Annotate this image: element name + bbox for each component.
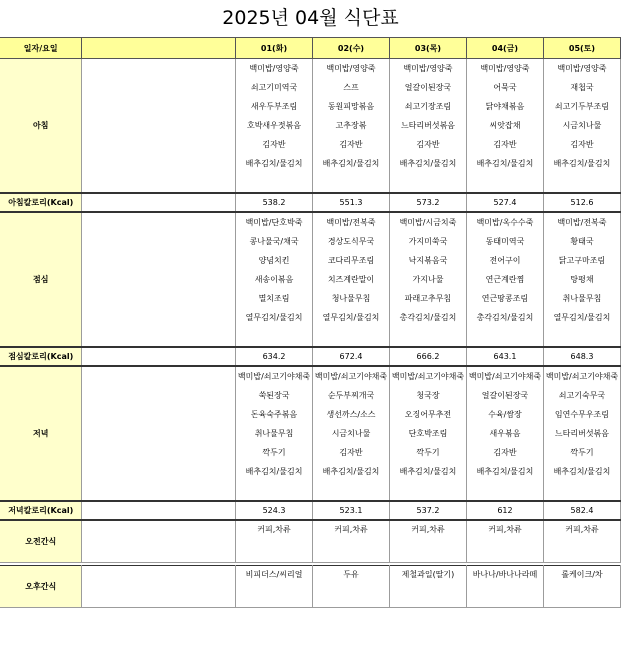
menu-item: 열무김치/물김치: [236, 308, 313, 327]
calorie-value: 666.2: [390, 347, 467, 366]
menu-item: 느타리버섯볶음: [390, 116, 467, 135]
meal-plan-table: [0, 37, 621, 608]
snack-cell: 커피,차류: [313, 520, 390, 563]
menu-item: 임연수무우조림: [543, 405, 620, 424]
menu-item: 양념치킨: [236, 251, 313, 270]
menu-item: 김자반: [390, 135, 467, 154]
menu-item: 씨앗잡채: [466, 116, 543, 135]
menu-item: [390, 481, 467, 501]
menu-item: 총각김치/물김치: [466, 308, 543, 327]
menu-item: 낙지볶음국: [390, 251, 467, 270]
menu-item: 황태국: [543, 232, 620, 251]
menu-item: 김자반: [466, 135, 543, 154]
menu-item: 청국장: [390, 386, 467, 405]
menu-item: 취나물무침: [543, 289, 620, 308]
row-blank: [82, 366, 236, 501]
menu-item: 돈육숙주볶음: [236, 405, 313, 424]
menu-item: [390, 173, 467, 193]
menu-item: 전어구이: [466, 251, 543, 270]
row-blank: [82, 212, 236, 347]
lunch-label: 점심: [0, 212, 82, 347]
menu-item: 김자반: [466, 443, 543, 462]
menu-item: 백미밥/쇠고기야채죽: [236, 366, 313, 386]
menu-item: 스프: [313, 78, 390, 97]
menu-item: [543, 173, 620, 193]
calorie-value: 523.1: [313, 501, 390, 520]
menu-item: 김자반: [313, 443, 390, 462]
snack-cell: 커피,차류: [390, 520, 467, 563]
menu-item: 열무김치/물김치: [543, 308, 620, 327]
header-row: [0, 38, 621, 59]
menu-item: 새우두부조림: [236, 97, 313, 116]
menu-item: 어묵국: [466, 78, 543, 97]
row-blank: [82, 566, 236, 608]
snack-cell: 커피,차류: [236, 520, 313, 563]
calorie-value: 527.4: [466, 193, 543, 212]
menu-item: 쇠고기미역국: [236, 78, 313, 97]
menu-item: 쑥된장국: [236, 386, 313, 405]
menu-item: 깍두기: [236, 443, 313, 462]
menu-item: 고추장볶: [313, 116, 390, 135]
menu-item: 배추김치/물김치: [313, 462, 390, 481]
menu-item: [236, 481, 313, 501]
snack-cell: 비피더스/씨리얼: [236, 566, 313, 608]
snack-cell: 커피,차류: [466, 520, 543, 563]
menu-item: 순두부찌개국: [313, 386, 390, 405]
menu-item: 백미밥/쇠고기야채죽: [466, 366, 543, 386]
snack-cell: 커피,차류: [543, 520, 620, 563]
breakfast-menu-row: [0, 59, 621, 79]
menu-item: 배추김치/물김치: [543, 154, 620, 173]
menu-item: 백미밥/영양죽: [313, 59, 390, 79]
day-header: 01(화): [236, 38, 313, 59]
menu-item: 배추김치/물김치: [313, 154, 390, 173]
menu-item: 호박새우젓볶음: [236, 116, 313, 135]
menu-item: 닭고구마조림: [543, 251, 620, 270]
calorie-value: 573.2: [390, 193, 467, 212]
menu-item: 경상도식무국: [313, 232, 390, 251]
menu-item: 깍두기: [543, 443, 620, 462]
menu-item: 단호박조림: [390, 424, 467, 443]
menu-item: 느타리버섯볶음: [543, 424, 620, 443]
menu-item: 시금치나물: [313, 424, 390, 443]
menu-item: 얼갈이된장국: [466, 386, 543, 405]
dinner-calorie-label: 저녁칼로리(Kcal): [0, 501, 82, 520]
menu-item: [313, 481, 390, 501]
menu-item: 시금치나물: [543, 116, 620, 135]
row-blank: [82, 501, 236, 520]
lunch-calorie-label: 점심칼로리(Kcal): [0, 347, 82, 366]
menu-item: 김자반: [236, 135, 313, 154]
menu-item: [313, 173, 390, 193]
calorie-value: 634.2: [236, 347, 313, 366]
day-header: 03(목): [390, 38, 467, 59]
menu-item: 백미밥/쇠고기야채죽: [543, 366, 620, 386]
menu-item: 새송이볶음: [236, 270, 313, 289]
am-snack-label: 오전간식: [0, 520, 82, 563]
dinner-section: [0, 366, 621, 520]
calorie-value: 537.2: [390, 501, 467, 520]
row-blank: [82, 193, 236, 212]
snack-cell: 두유: [313, 566, 390, 608]
lunch-section: [0, 212, 621, 366]
menu-item: 동원피망볶음: [313, 97, 390, 116]
menu-item: 백미밥/영양죽: [466, 59, 543, 79]
row-blank: [82, 59, 236, 194]
menu-item: [543, 481, 620, 501]
menu-item: [236, 327, 313, 347]
pm-snack-label: 오후간식: [0, 566, 82, 608]
menu-item: [466, 327, 543, 347]
page-title: 2025년 04월 식단표: [222, 7, 399, 29]
calorie-value: 538.2: [236, 193, 313, 212]
pm-snack-row: [0, 566, 621, 608]
menu-item: 깍두기: [390, 443, 467, 462]
menu-item: 배추김치/물김치: [390, 462, 467, 481]
menu-item: 총각김치/물김치: [390, 308, 467, 327]
menu-item: 김자반: [313, 135, 390, 154]
menu-item: 백미밥/쇠고기야채죽: [313, 366, 390, 386]
menu-item: 배추김치/물김치: [236, 462, 313, 481]
menu-item: [466, 481, 543, 501]
breakfast-section: [0, 59, 621, 213]
breakfast-calorie-label: 아침칼로리(Kcal): [0, 193, 82, 212]
menu-item: 얼갈이된장국: [390, 78, 467, 97]
lunch-menu-row: [0, 212, 621, 232]
menu-item: 청나물무침: [313, 289, 390, 308]
calorie-value: 612: [466, 501, 543, 520]
menu-item: 쇠고기숙무국: [543, 386, 620, 405]
menu-item: 연근땅콩조림: [466, 289, 543, 308]
menu-item: [543, 327, 620, 347]
menu-item: 코다리무조림: [313, 251, 390, 270]
day-header: 04(금): [466, 38, 543, 59]
day-header: 05(토): [543, 38, 620, 59]
menu-item: 백미밥/전복죽: [313, 212, 390, 232]
menu-item: 치즈계란말이: [313, 270, 390, 289]
menu-item: [390, 327, 467, 347]
snack-cell: 제철과일(딸기): [390, 566, 467, 608]
menu-item: 배추김치/물김치: [390, 154, 467, 173]
menu-item: 수육/쌈장: [466, 405, 543, 424]
menu-item: 가지미쑥국: [390, 232, 467, 251]
calorie-value: 524.3: [236, 501, 313, 520]
menu-item: 김자반: [543, 135, 620, 154]
menu-item: 동태미역국: [466, 232, 543, 251]
menu-item: [313, 327, 390, 347]
lunch-calorie-row: [0, 347, 621, 366]
menu-item: [236, 173, 313, 193]
menu-item: 배추김치/물김치: [543, 462, 620, 481]
menu-item: 생선까스/소스: [313, 405, 390, 424]
menu-item: 취나물무침: [236, 424, 313, 443]
row-blank: [82, 520, 236, 563]
menu-item: 백미밥/옥수수죽: [466, 212, 543, 232]
menu-item: 백미밥/영양죽: [543, 59, 620, 79]
menu-item: 배추김치/물김치: [236, 154, 313, 173]
snack-cell: 롤케이크/차: [543, 566, 620, 608]
menu-item: 새우볶음: [466, 424, 543, 443]
breakfast-calorie-row: [0, 193, 621, 212]
menu-item: 백미밥/시금치죽: [390, 212, 467, 232]
header-blank: [82, 38, 236, 59]
calorie-value: 672.4: [313, 347, 390, 366]
menu-item: 열무김치/물김치: [313, 308, 390, 327]
menu-item: 배추김치/물김치: [466, 154, 543, 173]
menu-item: 파래고추무침: [390, 289, 467, 308]
calorie-value: 648.3: [543, 347, 620, 366]
menu-item: 백미밥/단호박죽: [236, 212, 313, 232]
menu-item: 백미밥/전복죽: [543, 212, 620, 232]
menu-item: 쇠고기두부조림: [543, 97, 620, 116]
menu-item: 재첩국: [543, 78, 620, 97]
menu-item: 백미밥/영양죽: [390, 59, 467, 79]
menu-item: 배추김치/물김치: [466, 462, 543, 481]
menu-item: 쇠고기장조림: [390, 97, 467, 116]
row-blank: [82, 347, 236, 366]
menu-item: 콩나물국/채국: [236, 232, 313, 251]
breakfast-label: 아침: [0, 59, 82, 194]
day-header: 02(수): [313, 38, 390, 59]
calorie-value: 643.1: [466, 347, 543, 366]
menu-item: 멸치조림: [236, 289, 313, 308]
calorie-value: 512.6: [543, 193, 620, 212]
dinner-menu-row: [0, 366, 621, 386]
menu-item: [466, 173, 543, 193]
dinner-label: 저녁: [0, 366, 82, 501]
menu-item: 오징어무추전: [390, 405, 467, 424]
menu-item: 연근계란찜: [466, 270, 543, 289]
snack-cell: 바나나/바나나라떼: [466, 566, 543, 608]
calorie-value: 582.4: [543, 501, 620, 520]
menu-item: 가지나물: [390, 270, 467, 289]
am-snack-row: [0, 520, 621, 563]
menu-item: 탕평채: [543, 270, 620, 289]
menu-item: 닭야채볶음: [466, 97, 543, 116]
menu-item: 백미밥/쇠고기야채죽: [390, 366, 467, 386]
menu-item: 백미밥/영양죽: [236, 59, 313, 79]
dinner-calorie-row: [0, 501, 621, 520]
calorie-value: 551.3: [313, 193, 390, 212]
header-label: 일자/요일: [0, 38, 82, 59]
